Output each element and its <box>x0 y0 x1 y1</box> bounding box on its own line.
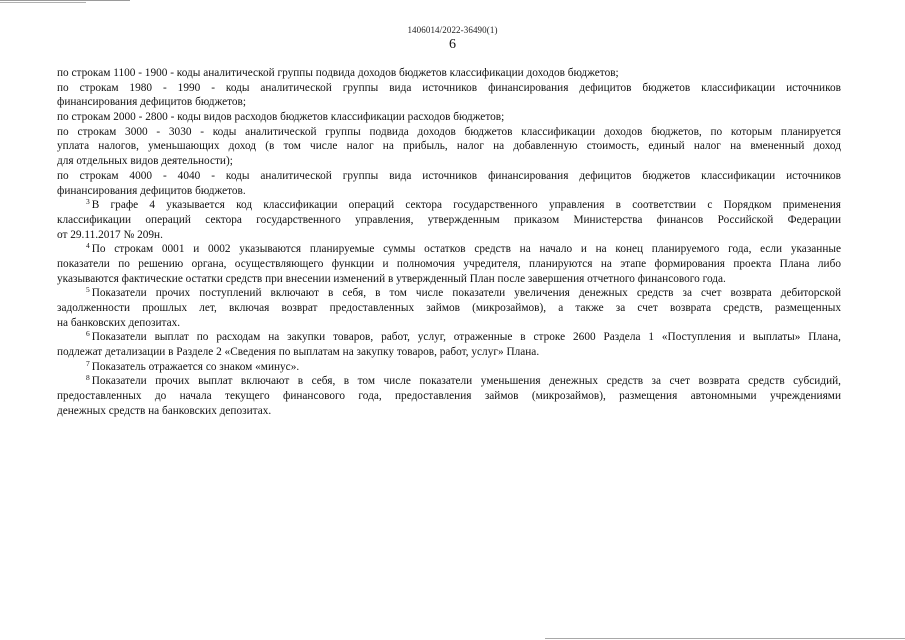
text-line <box>57 213 841 228</box>
line-text: предоставленных до начала текущего финансового года, предоставления займов (микрозаймов), размещения автономными учреждениями <box>57 390 841 403</box>
line-text: задолженности прошлых лет, включая возврат предоставленных займов (микрозаймов), а также за счет возврата средств, размещенных <box>57 302 841 314</box>
text-line <box>57 301 841 316</box>
text-line <box>57 389 841 404</box>
text-line <box>57 345 841 360</box>
text-line <box>57 66 841 81</box>
line-text: классификации операций сектора государственного управления, утвержденным приказом Министерства финансов Российской Федерации <box>57 213 841 226</box>
text-line <box>57 404 841 419</box>
text-line <box>57 198 841 213</box>
text-line <box>57 330 841 345</box>
line-text: уплата налогов, уменьшающих доход (в том числе налог на прибыль, налог на добавленную стоимость, единый налог на вмененный доход <box>57 140 841 153</box>
line-text: по строкам 1980 - 1990 - коды аналитической группы вида источников финансирования дефицитов бюджетов классификации источников <box>57 81 841 94</box>
text-line <box>57 242 841 257</box>
footnote-marker: 4 <box>86 241 90 251</box>
footnote-marker: 7 <box>86 358 90 368</box>
line-text: денежных средств на банковских депозитах. <box>57 404 272 417</box>
line-text: Показатель отражается со знаком «минус». <box>91 360 300 373</box>
line-text: по строкам 1100 - 1900 - коды аналитической группы подвида доходов бюджетов классификации доходов бюджетов; <box>57 67 619 79</box>
line-text: финансирования дефицитов бюджетов. <box>57 184 246 197</box>
line-text: показатели по решению органа, осуществляющего функции и полномочия учредителя, планируются на этапе формирования проекта Плана либо <box>57 257 841 270</box>
text-line <box>57 139 841 154</box>
text-line <box>57 154 841 169</box>
line-text: по строкам 3000 - 3030 - коды аналитической группы подвида доходов бюджетов классификации доходов бюджетов, по которым планируется <box>57 125 841 138</box>
line-text: указываются фактические остатки средств при внесении изменений в утвержденный План после завершения отчетного финансового года. <box>57 272 726 285</box>
text-line <box>57 110 841 125</box>
line-text: Показатели выплат по расходам на закупки товаров, работ, услуг, отраженные в строке 2600 Раздела 1 «Поступления и выплаты» Плана, <box>91 331 841 344</box>
line-text: от 29.11.2017 № 209н. <box>57 228 163 241</box>
scan-edge-mark-bottom <box>545 638 905 639</box>
document-body <box>57 66 841 419</box>
text-line <box>57 81 841 96</box>
document-id: 1406014/2022-36490(1) <box>407 25 498 35</box>
text-line <box>57 257 841 272</box>
text-line <box>57 169 841 184</box>
text-line <box>57 360 841 375</box>
footnote-marker: 8 <box>86 373 90 383</box>
scan-edge-mark-top <box>0 0 130 1</box>
footnote-marker: 3 <box>86 197 90 207</box>
text-line <box>57 95 841 110</box>
line-text: Показатели прочих выплат включают в себя, в том числе показатели уменьшения денежных средств за счет возврата средств субсидий, <box>91 375 841 388</box>
text-line <box>57 286 841 301</box>
text-line <box>57 316 841 331</box>
line-text: по строкам 4000 - 4040 - коды аналитической группы вида источников финансирования дефицитов бюджетов классификации источников <box>57 169 841 182</box>
line-text: В графе 4 указывается код классификации операций сектора государственного управления в соответствии с Порядком применения <box>91 199 841 212</box>
line-text: финансирования дефицитов бюджетов; <box>57 96 247 109</box>
line-text: на банковских депозитах. <box>57 316 181 329</box>
footnote-marker: 6 <box>86 329 90 339</box>
line-text: по строкам 2000 - 2800 - коды видов расходов бюджетов классификации расходов бюджетов; <box>57 111 505 124</box>
text-line <box>57 272 841 287</box>
line-text: Показатели прочих поступлений включают в себя, в том числе показатели увеличения денежных средств за счет возврата дебиторской <box>91 287 841 300</box>
line-text: По строкам 0001 и 0002 указываются планируемые суммы остатков средств на начало и на конец планируемого года, если указанные <box>91 243 841 256</box>
line-text: для отдельных видов деятельности); <box>57 155 233 168</box>
footnote-marker: 5 <box>86 285 90 295</box>
text-line <box>57 125 841 140</box>
text-line <box>57 228 841 243</box>
page-number: 6 <box>449 37 456 52</box>
scan-edge-mark-top-short <box>0 2 86 3</box>
text-line <box>57 374 841 389</box>
line-text: подлежат детализации в Разделе 2 «Сведения по выплатам на закупку товаров, работ, услуг» Плана. <box>57 346 540 359</box>
text-line <box>57 184 841 199</box>
